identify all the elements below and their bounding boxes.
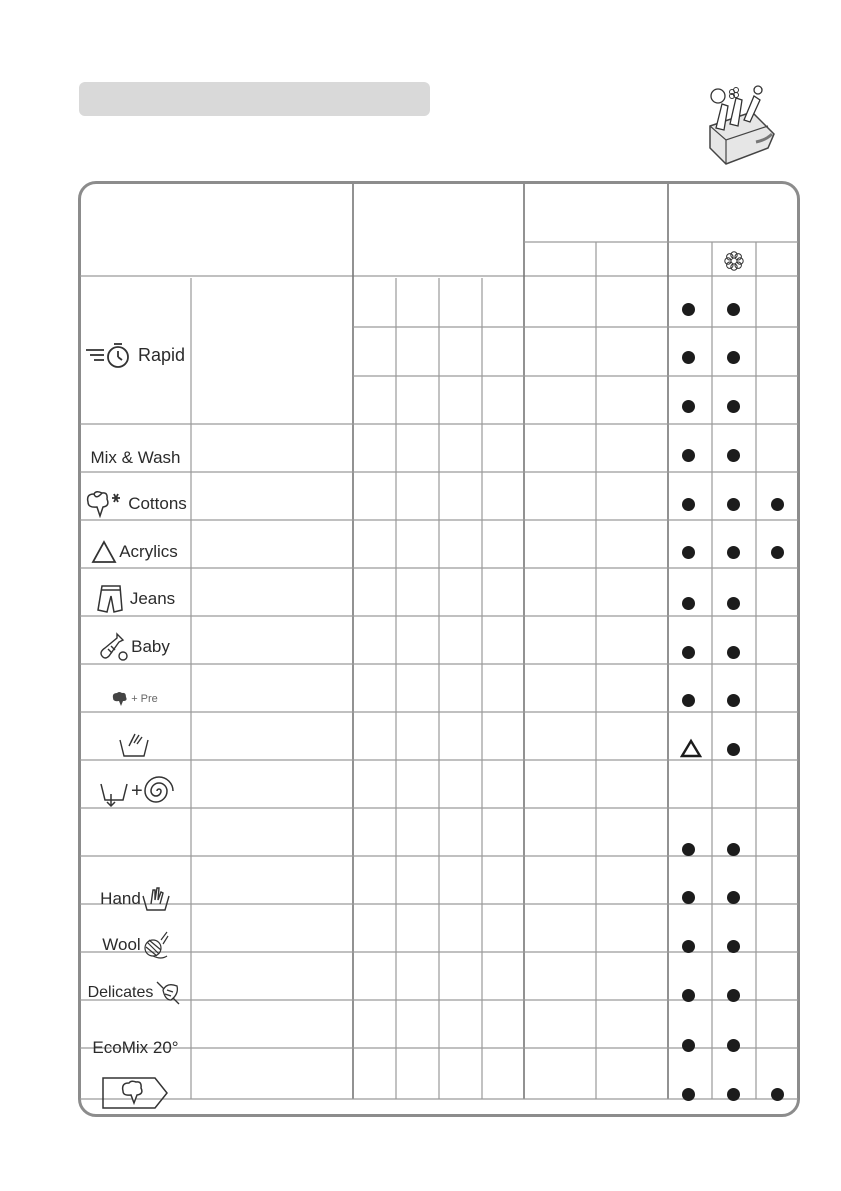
programme-rapid bbox=[79, 332, 190, 378]
programme-acrylics bbox=[79, 538, 190, 566]
dispenser-dot bbox=[727, 694, 740, 707]
dispenser-dot bbox=[727, 1039, 740, 1052]
dispenser-dot bbox=[727, 400, 740, 413]
triangle-icon bbox=[680, 738, 702, 758]
programme-label: Hand bbox=[100, 889, 141, 908]
programme-delicates bbox=[79, 978, 190, 1008]
rinse-tub-icon bbox=[117, 730, 151, 758]
programme-label: Cottons bbox=[128, 494, 187, 513]
programme-label: Wool bbox=[102, 935, 141, 954]
triangle-icon bbox=[91, 539, 117, 565]
yarn-ball-icon bbox=[141, 930, 169, 960]
cotton-tag-icon bbox=[99, 1074, 171, 1112]
dispenser-dot bbox=[682, 1088, 695, 1101]
dispenser-dot bbox=[682, 891, 695, 904]
programme-cottons bbox=[79, 490, 190, 518]
dispenser-dot bbox=[682, 843, 695, 856]
dispenser-dot bbox=[682, 449, 695, 462]
dispenser-dot bbox=[682, 351, 695, 364]
dispenser-dot bbox=[727, 546, 740, 559]
programme-drain-spin bbox=[79, 774, 190, 808]
dispenser-dot bbox=[771, 546, 784, 559]
dispenser-dot bbox=[771, 498, 784, 511]
programme-ecomix bbox=[79, 1036, 190, 1060]
dispenser-dot bbox=[771, 1088, 784, 1101]
dispenser-dot bbox=[727, 940, 740, 953]
dispenser-dot bbox=[727, 891, 740, 904]
dispenser-dot bbox=[682, 989, 695, 1002]
rapid-timer-icon bbox=[84, 341, 136, 369]
flower-softener-icon bbox=[725, 252, 743, 270]
dispenser-dot bbox=[727, 449, 740, 462]
programme-label: Acrylics bbox=[119, 542, 178, 561]
programme-label: Jeans bbox=[129, 589, 176, 608]
programme-label: Delicates bbox=[87, 984, 154, 1001]
dispenser-dot bbox=[682, 694, 695, 707]
dispenser-dot bbox=[682, 498, 695, 511]
dispenser-dot bbox=[727, 989, 740, 1002]
dispenser-dot bbox=[682, 1039, 695, 1052]
programme-mix-wash bbox=[79, 446, 190, 470]
programme-label: Mix & Wash bbox=[90, 448, 181, 467]
dispenser-dot bbox=[682, 597, 695, 610]
dispenser-dot bbox=[727, 743, 740, 756]
cotton-boll-icon bbox=[111, 691, 129, 707]
programme-jeans bbox=[79, 584, 190, 614]
programme-label: Baby bbox=[131, 637, 170, 656]
programme-rinse bbox=[79, 730, 190, 758]
dispenser-dot bbox=[682, 940, 695, 953]
dispenser-dot bbox=[682, 546, 695, 559]
plus-sign: + bbox=[130, 780, 143, 802]
programme-hand bbox=[79, 886, 190, 912]
dispenser-dot bbox=[727, 597, 740, 610]
programme-baby bbox=[79, 632, 190, 662]
programme-wool bbox=[79, 930, 190, 960]
programme-label: Rapid bbox=[137, 344, 186, 365]
dispenser-dot bbox=[727, 1088, 740, 1101]
dispenser-dot bbox=[682, 400, 695, 413]
baby-bottle-icon bbox=[99, 632, 129, 662]
programme-prewash bbox=[79, 688, 190, 710]
dispenser-dot bbox=[682, 646, 695, 659]
programme-label: + Pre bbox=[131, 693, 158, 705]
dispenser-dot bbox=[727, 498, 740, 511]
dispenser-dot bbox=[682, 303, 695, 316]
drain-spin-icon bbox=[93, 774, 177, 808]
programme-label: EcoMix 20° bbox=[92, 1038, 179, 1057]
dispenser-dot bbox=[727, 843, 740, 856]
jeans-icon bbox=[94, 584, 128, 614]
dispenser-dot bbox=[727, 351, 740, 364]
cotton-boll-icon bbox=[82, 490, 126, 518]
programme-eco-cotton bbox=[79, 1074, 190, 1112]
feather-icon bbox=[153, 978, 183, 1008]
dispenser-dot bbox=[727, 646, 740, 659]
dispenser-dot bbox=[727, 303, 740, 316]
hand-wash-icon bbox=[141, 886, 171, 912]
